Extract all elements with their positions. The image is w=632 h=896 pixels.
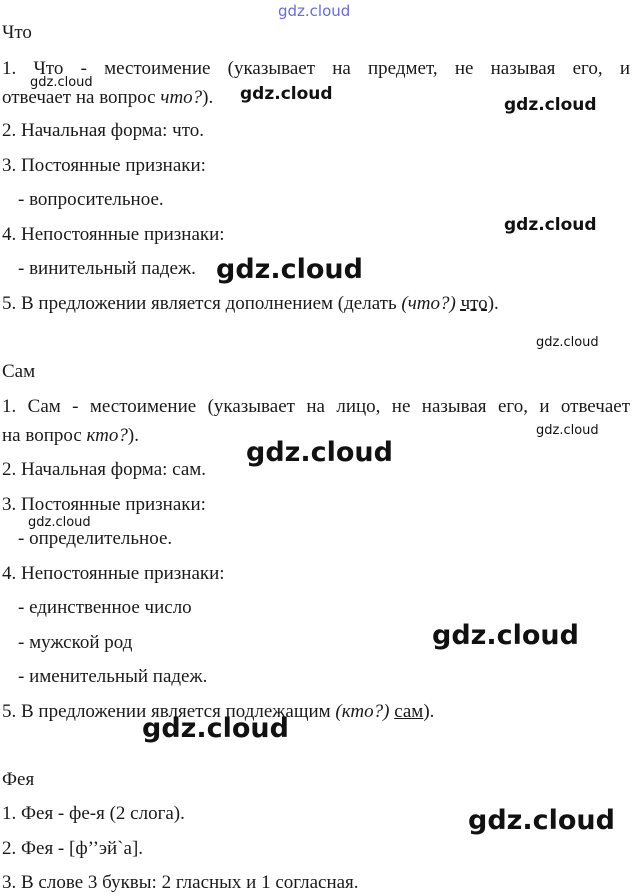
s1-item-4: 4. Непостоянные признаки: (2, 224, 225, 245)
watermark: gdz.cloud (240, 84, 333, 104)
question-word: кто? (86, 425, 128, 446)
s1-item-3: 3. Постоянные признаки: (2, 155, 206, 176)
s2-item-4-feature-2: - мужской род (18, 632, 133, 653)
s2-item-1-line-1: 1. Сам - местоимение (указывает на лицо, не называя его, и отвечает (2, 396, 630, 417)
s1-item-2: 2. Начальная форма: что. (2, 120, 205, 141)
watermark: gdz.cloud (536, 335, 599, 350)
watermark: gdz.cloud (142, 713, 289, 744)
watermark: gdz.cloud (432, 620, 579, 651)
section-heading-sam: Сам (2, 361, 36, 382)
s2-item-4: 4. Непостоянные признаки: (2, 563, 225, 584)
watermark: gdz.cloud (504, 215, 597, 235)
s2-item-1-line-2: на вопрос кто?). (2, 425, 139, 446)
s2-item-3: 3. Постоянные признаки: (2, 494, 206, 515)
s2-item-4-feature-1: - единственное число (18, 597, 192, 618)
s1-item-1-line-1: 1. Что - местоимение (указывает на предмет, не называя его, и (2, 58, 630, 79)
s3-item-3: 3. В слове 3 буквы: 2 гласных и 1 согласная. (2, 872, 359, 893)
s2-item-5: 5. В предложении является подлежащим (кто?) сам). (2, 701, 435, 722)
section-heading-chto: Что (2, 22, 32, 43)
s1-item-5: 5. В предложении является дополнением (делать (что?) что). (2, 293, 499, 314)
s1-item-1-line-2: отвечает на вопрос что?). (2, 87, 214, 108)
watermark: gdz.cloud (468, 805, 615, 836)
watermark: gdz.cloud (246, 437, 393, 468)
question-word: что? (160, 87, 203, 108)
watermark: gdz.cloud (30, 75, 93, 90)
watermark: gdz.cloud (536, 423, 599, 438)
s3-item-1: 1. Фея - фе-я (2 слога). (2, 803, 185, 824)
s1-item-3-feature: - вопросительное. (18, 189, 164, 210)
s2-item-2: 2. Начальная форма: сам. (2, 459, 207, 480)
s2-item-4-feature-3: - именительный падеж. (18, 666, 208, 687)
watermark: gdz.cloud (28, 515, 91, 530)
watermark: gdz.cloud (216, 254, 363, 285)
s1-item-4-feature: - винительный падеж. (18, 258, 196, 279)
watermark: gdz.cloud (278, 2, 351, 20)
underlined-word: что (460, 293, 488, 314)
question-word: (кто?) (335, 701, 390, 722)
s2-item-3-feature: - определительное. (18, 528, 173, 549)
watermark: gdz.cloud (504, 95, 597, 115)
section-heading-feya: Фея (2, 769, 35, 790)
question-word: (что?) (401, 293, 456, 314)
underlined-word: сам (394, 701, 424, 722)
s3-item-2: 2. Фея - [ф’’эй`а]. (2, 838, 144, 859)
